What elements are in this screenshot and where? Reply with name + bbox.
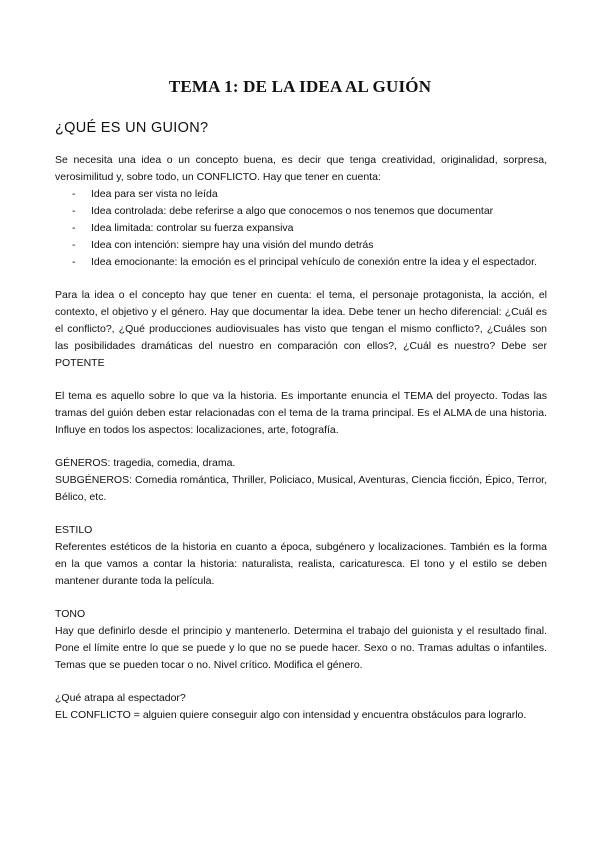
question-line: ¿Qué atrapa al espectador? <box>55 692 186 704</box>
concept-paragraph: Para la idea o el concepto hay que tener en cuenta: el tema, el personaje protagonista, la acción, el contexto, el objetivo y el género. Hay que documentar la idea. Debe tener un hecho diferencial: ¿Cuál es el conflicto?, ¿Qué producciones audiovisuales has visto que tengan el mismo conflicto?, ¿Cuáles son las posibilidades dramáticas del nuestro en comparación con ellos?, ¿Cuál es nuestro? Debe ser POTENTE <box>55 289 547 369</box>
list-item <box>55 254 547 271</box>
idea-list <box>55 186 547 271</box>
bullet-dash: - <box>72 222 76 234</box>
list-item-text: Idea controlada: debe referirse a algo que conocemos o nos tenemos que documentar <box>91 205 494 217</box>
bullet-dash: - <box>72 188 76 200</box>
list-item <box>55 203 547 220</box>
intro-paragraph: Se necesita una idea o un concepto buena, es decir que tenga creatividad, originalidad, sorpresa, verosimilitud y, sobre todo, un CONFLICTO. Hay que tener en cuenta: <box>55 154 547 183</box>
list-item-text: Idea limitada: controlar su fuerza expansiva <box>91 222 294 234</box>
bullet-dash: - <box>72 239 76 251</box>
tema-paragraph: El tema es aquello sobre lo que va la historia. Es importante enuncia el TEMA del proyecto. Todas las tramas del guión deben estar relacionadas con el tema de la trama principal. Es el ALMA de una historia. Influye en todos los aspectos: localizaciones, arte, fotografía. <box>55 390 547 436</box>
list-item <box>55 220 547 237</box>
bullet-dash: - <box>72 256 76 268</box>
estilo-heading: ESTILO <box>55 524 93 536</box>
subgeneros-paragraph: SUBGÉNEROS: Comedia romántica, Thriller, Policiaco, Musical, Aventuras, Ciencia ficción, Épico, Terror, Bélico, etc. <box>55 474 547 503</box>
section-heading: ¿QUÉ ES UN GUION? <box>55 120 209 136</box>
tono-heading: TONO <box>55 608 86 620</box>
list-item <box>55 237 547 254</box>
list-item-text: Idea con intención: siempre hay una visión del mundo detrás <box>91 239 374 251</box>
list-item-text: Idea emocionante: la emoción es el principal vehículo de conexión entre la idea y el espectador. <box>91 256 537 268</box>
list-item <box>55 186 547 203</box>
estilo-paragraph: Referentes estéticos de la historia en cuanto a época, subgénero y localizaciones. También es la forma en la que vamos a contar la historia: naturalista, realista, caricaturesca. El tono y el estilo se deben mantener durante toda la película. <box>55 541 547 587</box>
conflicto-line: EL CONFLICTO = alguien quiere conseguir algo con intensidad y encuentra obstáculos para lograrlo. <box>55 709 527 721</box>
tono-paragraph: Hay que definirlo desde el principio y mantenerlo. Determina el trabajo del guionista y el resultado final. Pone el límite entre lo que se puede y lo que no se puede hacer. Sexo o no. Tramas adultas o infantiles. Temas que se pueden tocar o no. Nivel crítico. Modifica el género. <box>55 625 547 671</box>
list-item-text: Idea para ser vista no leída <box>91 188 218 200</box>
bullet-dash: - <box>72 205 76 217</box>
document-title: TEMA 1: DE LA IDEA AL GUIÓN <box>168 77 432 96</box>
generos-line: GÉNEROS: tragedia, comedia, drama. <box>55 457 236 469</box>
document-body <box>55 152 547 724</box>
